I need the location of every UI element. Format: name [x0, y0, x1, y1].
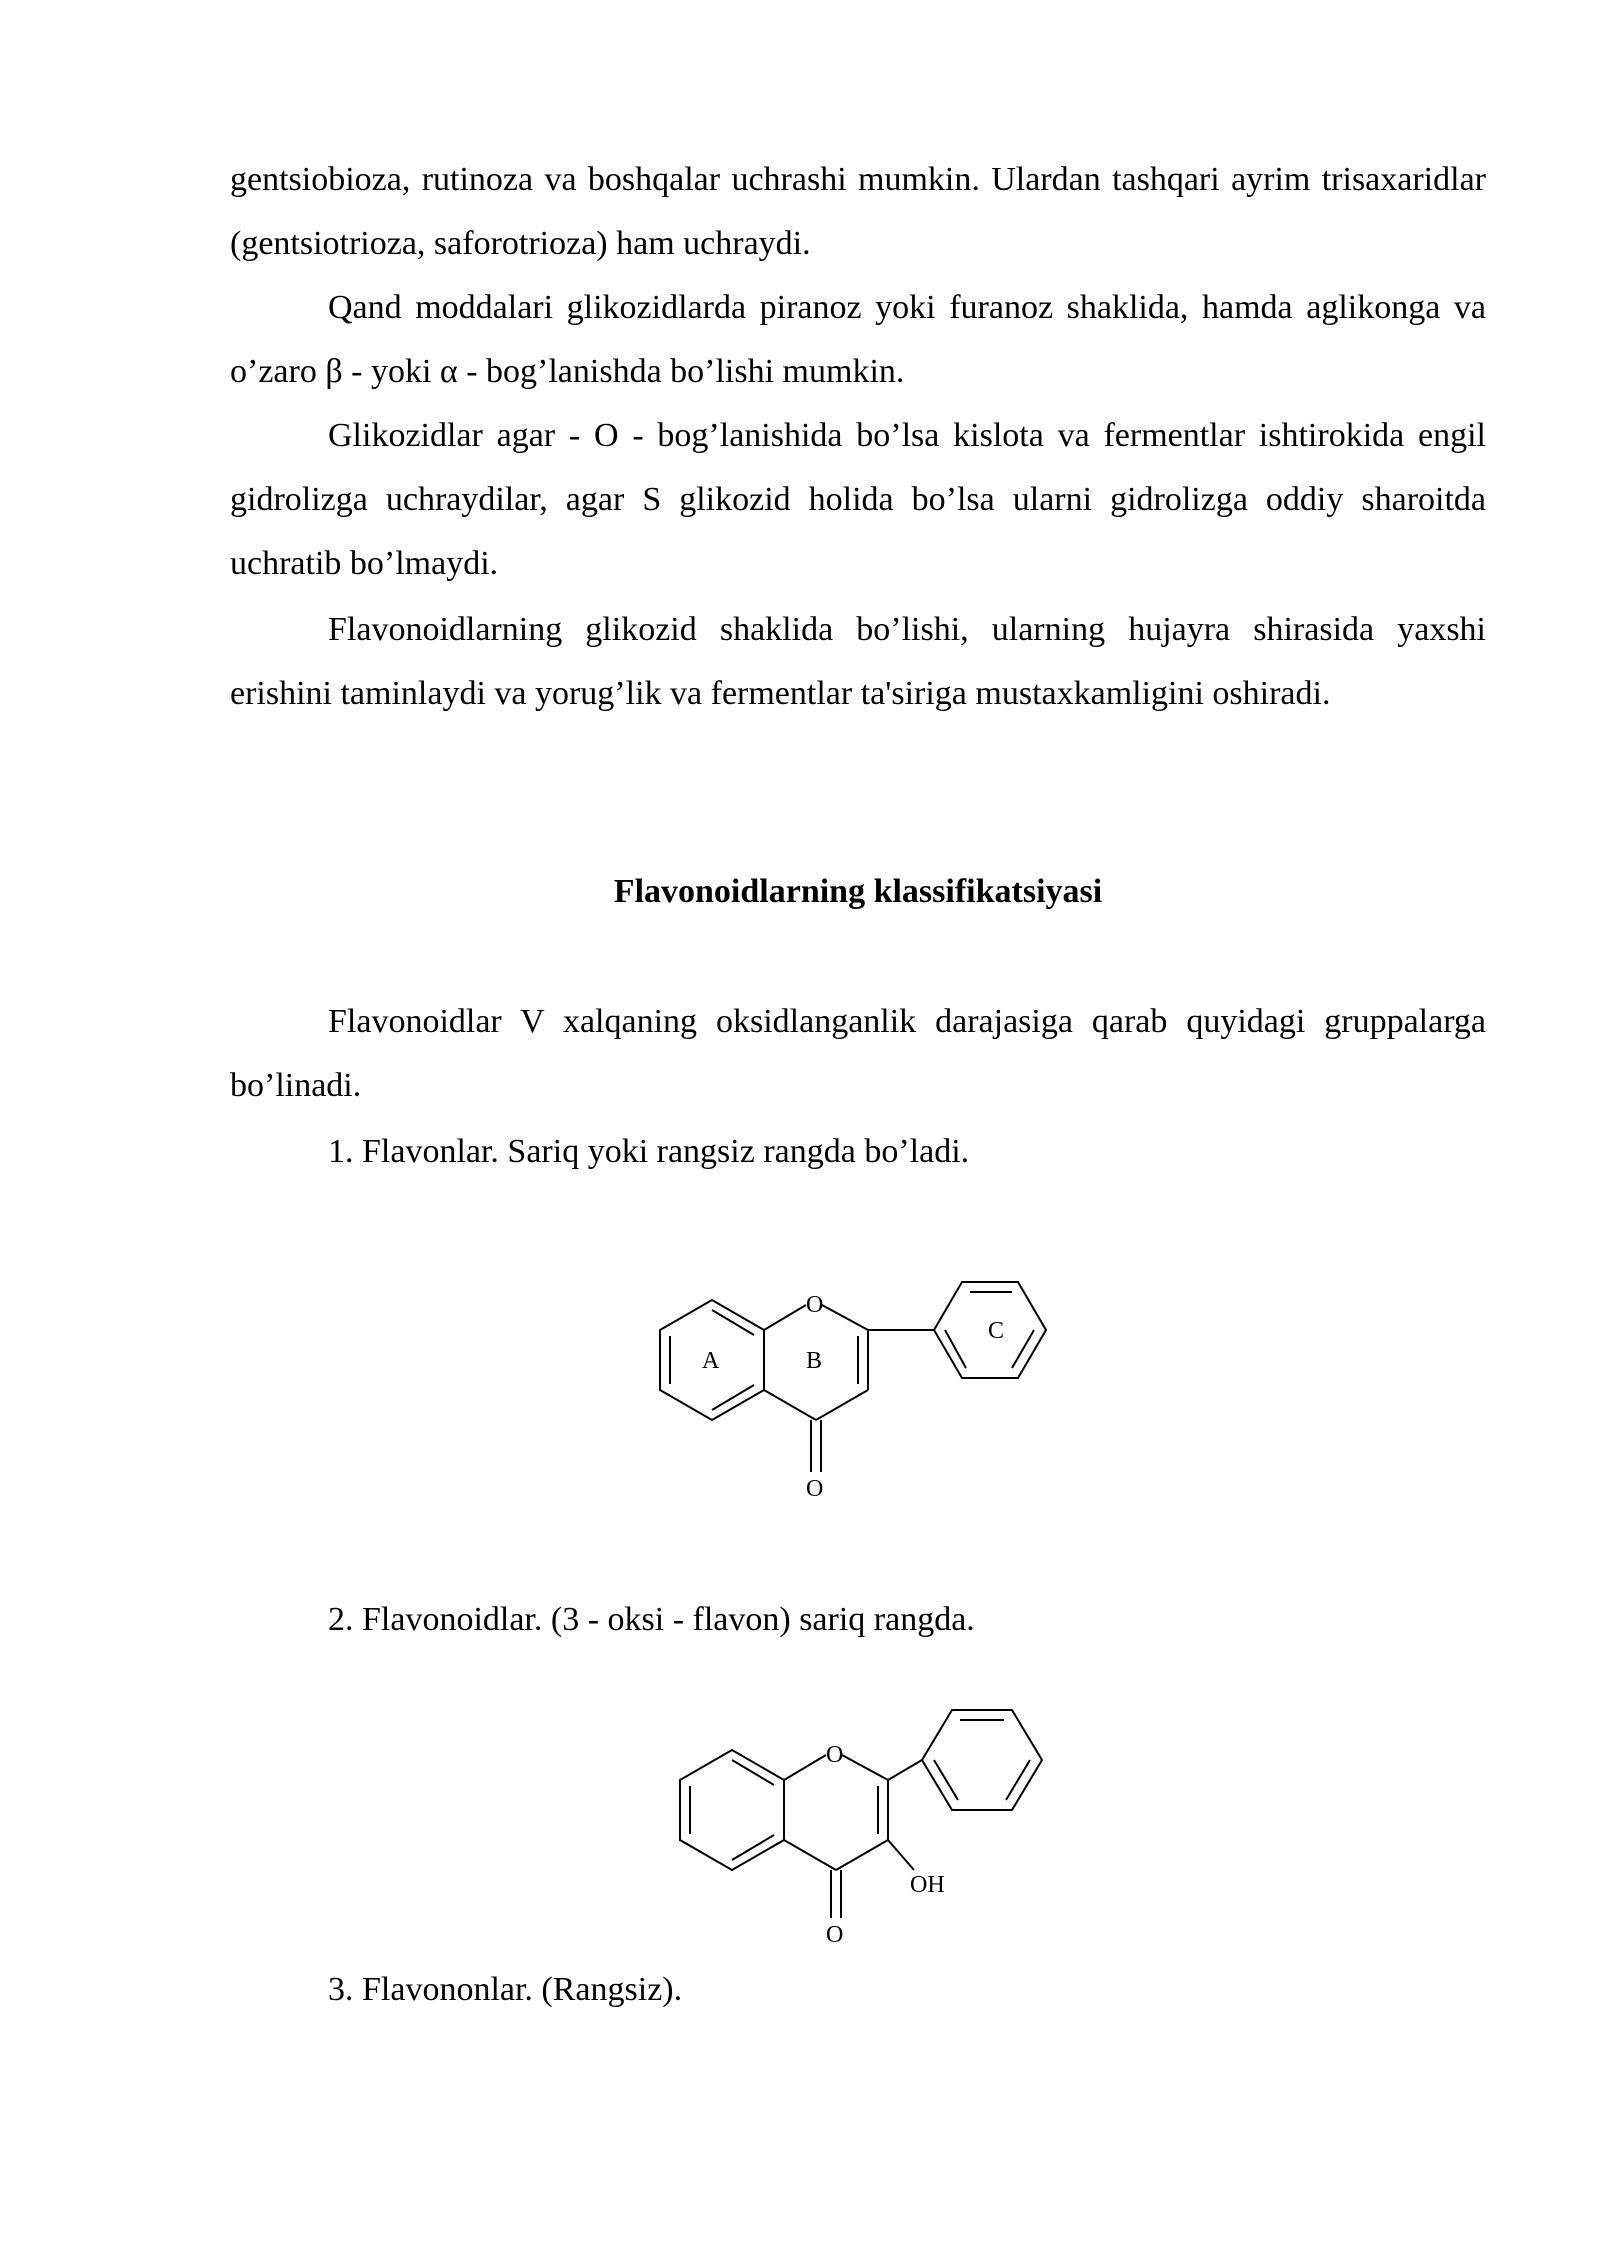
ring-a-hexagon: [680, 1750, 784, 1870]
carbonyl-oxygen-label: O: [826, 1922, 844, 1948]
carbonyl-oxygen-label: O: [806, 1476, 824, 1502]
ring-oxygen-label: O: [826, 1742, 844, 1768]
paragraph-4: Flavonoidlarning glikozid shaklida bo’lishi, ularning hujayra shirasida yaxshi erishini taminlaydi va yorug’lik va fermentlar ta'siriga mustaxkamligini oshiradi.: [230, 611, 1486, 712]
hydroxyl-label: OH: [910, 1872, 945, 1898]
intro-paragraph: Flavonoidlar V xalqaning oksidlanganlik darajasiga qarab quyidagi gruppalarga bo’linadi.: [230, 1003, 1486, 1104]
hydroxyflavone-structure: [660, 1720, 1080, 1950]
section-heading: Flavonoidlarning klassifikatsiyasi: [613, 873, 1103, 910]
list-item-flavonoidlar: 2. Flavonoidlar. (3 - oksi - flavon) sariq rangda.: [328, 1601, 975, 1638]
ring-oxygen-label: O: [806, 1292, 824, 1318]
flavone-structure: [640, 1260, 1080, 1520]
paragraph-2: Qand moddalari glikozidlarda piranoz yoki furanoz shaklida, hamda aglikonga va o’zaro β - yoki α - bog’lanishda bo’lishi mumkin.: [230, 289, 1486, 390]
list-item-flavonlar: 1. Flavonlar. Sariq yoki rangsiz rangda bo’ladi.: [328, 1133, 970, 1170]
ring-c-label: C: [988, 1318, 1005, 1344]
list-item-flavononlar: 3. Flavononlar. (Rangsiz).: [328, 1971, 683, 2008]
paragraph-1: gentsiobioza, rutinoza va boshqalar uchrashi mumkin. Ulardan tashqari ayrim trisaxaridlar (gentsiotrioza, saforotrioza) ham uchraydi.: [230, 161, 1486, 262]
phenyl-hexagon: [922, 1710, 1042, 1810]
ring-b-label: B: [806, 1348, 823, 1374]
paragraph-3: Glikozidlar agar - O - bog’lanishida bo’lsa kislota va fermentlar ishtirokida engil gidrolizga uchraydilar, agar S glikozid holida bo’lsa ularni gidrolizga oddiy sharoitda uchratib bo’lmaydi.: [230, 417, 1486, 582]
ring-a-label: A: [702, 1348, 720, 1374]
